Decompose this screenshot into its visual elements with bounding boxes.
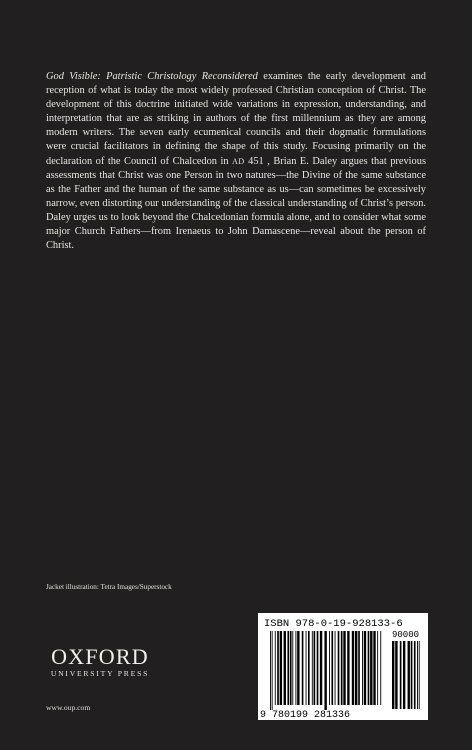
ean-bars [270,631,381,710]
book-title: God Visible: Patristic Christology Reconsidered [46,71,258,82]
era-abbreviation: AD [232,156,245,166]
barcode-bar [329,631,330,705]
barcode-bar [302,631,304,705]
blurb-text-part1: examines the early development and reception of what is today the most widely professed Christian conception of Christ. The development of this doctrine initiated wide variations in expression, understanding, and interpretation that are as striking in authors of the first millennium as they are among modern writers. The seven early ecumenical councils and their dogmatic formulations were crucial facilitators in defining the shape of this study. Focusing primarily on the declaration of the Council of Chalcedon in [46,71,427,167]
price-code: 90000 [392,630,420,640]
barcode-bar [324,631,326,710]
barcode-bar [343,631,345,705]
barcode-bar [358,631,360,705]
barcode-bar [341,631,343,705]
publisher-name: OXFORD [51,644,149,669]
publisher-subtitle: UNIVERSITY PRESS [50,669,150,678]
barcode-graphic [258,613,428,720]
barcode-bar [347,631,349,705]
barcode-bar [275,631,276,705]
barcode-bar [338,631,340,705]
barcode-bar [280,631,282,705]
publisher-url: www.oup.com [46,703,91,712]
barcode-bar [284,631,286,705]
barcode-bar [352,631,354,705]
barcode-bar [292,631,293,705]
ean-digits: 9 780199 281336 [260,710,351,720]
barcode-bar [403,641,405,709]
barcode-bar [380,631,381,705]
blurb-text-part2: 451 , Brian E. Daley argues that previous assessments that Christ was one Person in two natures—the Divine of the same substance as the Father and the human of the same substance as us—can sometimes be excessively narrow, even distorting our understanding of the classical understanding of Christ’s person. Daley urges us to look beyond the Chalcedonian formula alone, and to consider what some major Church Fathers—from Irenaeus to John Damascene—reveal about the person of Christ. [46,155,426,252]
isbn-barcode [258,613,428,720]
barcode-bar [308,631,310,705]
isbn-label: ISBN 978-0-19-928133-6 [264,618,403,630]
barcode-bar [272,631,273,710]
barcode-bar [314,631,316,705]
barcode-bar [392,641,394,709]
back-cover-blurb [46,70,426,253]
barcode-bar [335,631,336,705]
barcode-bar [373,631,375,705]
barcode-bar [306,631,307,705]
barcode-bar [312,631,313,705]
barcode-bar [377,631,378,705]
barcode-bar [270,631,271,710]
barcode-bar [414,641,416,709]
barcode-bar [290,631,292,705]
barcode-bar [317,631,319,705]
barcode-bar [370,631,372,705]
price-addon-bars [392,641,420,709]
barcode-bar [295,631,296,705]
barcode-bar [320,631,322,705]
barcode-bar [362,631,363,705]
barcode-bar [419,641,420,709]
barcode-bar [368,631,370,705]
barcode-bar [355,631,357,705]
barcode-bar [287,631,289,705]
barcode-bar [400,641,402,709]
barcode-bar [411,641,413,709]
barcode-bar [395,641,397,709]
jacket-illustration-credit: Jacket illustration: Tetra Images/Superstock [46,583,172,591]
barcode-bar [277,631,279,705]
barcode-bar [364,631,366,705]
barcode-bar [408,641,410,709]
barcode-bar [331,631,333,705]
publisher-logo [46,646,154,680]
barcode-bar [417,641,418,709]
barcode-bar [297,631,299,705]
